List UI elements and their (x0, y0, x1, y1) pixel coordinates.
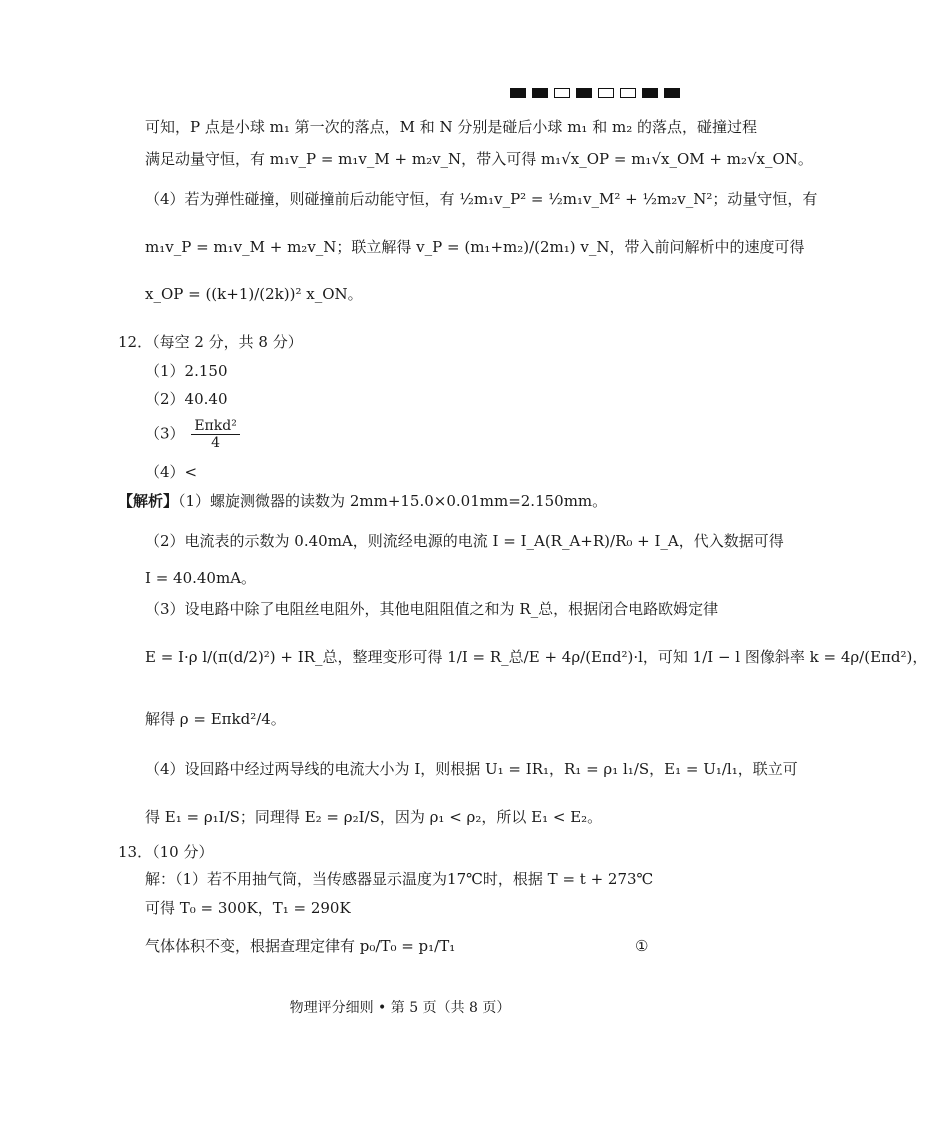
q12-analysis-4b: 得 E₁ = ρ₁I/S；同理得 E₂ = ρ₂I/S，因为 ρ₁ < ρ₂，所以 E₁ < E₂。 (145, 808, 603, 826)
q11-line-5: x_OP = ((k+1)/(2k))² x_ON。 (145, 285, 363, 303)
q12-answer-3-fraction (191, 418, 239, 451)
q13-line-1: 解：（1）若不用抽气筒，当传感器显示温度为17℃时，根据 T = t + 273℃ (145, 870, 654, 888)
mark-filled (576, 88, 592, 98)
q12-analysis-2a: （2）电流表的示数为 0.40mA，则流经电源的电流 I = I_A(R_A+R)/R₀ + I_A，代入数据可得 (145, 532, 784, 550)
q12-analysis-3b: E = I·ρ l/(π(d/2)²) + IR_总，整理变形可得 1/I = R_总/E + 4ρ/(Eπd²)·l，可知 1/I − l 图像斜率 k = 4ρ/(Eπd²)， (145, 648, 927, 666)
q13-line-2: 可得 T₀ = 300K，T₁ = 290K (145, 899, 351, 917)
q12-heading: 12．（每空 2 分，共 8 分） (118, 333, 303, 351)
q12-answer-2: （2）40.40 (145, 390, 228, 408)
mark-filled (510, 88, 526, 98)
mark-empty (620, 88, 636, 98)
q12-answer-3-prefix: （3） (145, 424, 185, 443)
analysis-tag: 【解析】 (118, 492, 179, 510)
q11-line-4: m₁v_P = m₁v_M + m₂v_N；联立解得 v_P = (m₁+m₂)/(2m₁) v_N，带入前问解析中的速度可得 (145, 238, 805, 256)
fraction-denominator: 4 (211, 435, 221, 452)
q12-answer-1: （1）2.150 (145, 362, 228, 380)
q12-answer-4: （4）< (145, 463, 198, 481)
q13-heading: 13．（10 分） (118, 843, 214, 861)
mark-empty (554, 88, 570, 98)
page-footer: 物理评分细则 • 第 5 页（共 8 页） (289, 1000, 511, 1016)
q13-line-3: 气体体积不变，根据查理定律有 p₀/T₀ = p₁/T₁ (145, 937, 456, 955)
q12-analysis-4a: （4）设回路中经过两导线的电流大小为 I，则根据 U₁ = IR₁，R₁ = ρ₁ l₁/S，E₁ = U₁/l₁，联立可 (145, 760, 798, 778)
analysis-text: （1）螺旋测微器的读数为 2mm+15.0×0.01mm=2.150mm。 (178, 492, 608, 510)
header-marks (510, 88, 680, 98)
mark-filled (642, 88, 658, 98)
q11-line-2: 满足动量守恒，有 m₁v_P = m₁v_M + m₂v_N，带入可得 m₁√x_OP = m₁√x_OM + m₂√x_ON。 (145, 150, 813, 168)
q12-analysis-2b: I = 40.40mA。 (145, 569, 257, 587)
q12-analysis-3a: （3）设电路中除了电阻丝电阻外，其他电阻阻值之和为 R_总，根据闭合电路欧姆定律 (145, 600, 719, 618)
q12-analysis-1 (118, 492, 607, 510)
q11-line-1: 可知，P 点是小球 m₁ 第一次的落点，M 和 N 分别是碰后小球 m₁ 和 m₂ 的落点，碰撞过程 (145, 118, 757, 136)
equation-number: ① (635, 937, 649, 955)
q12-analysis-3c: 解得 ρ = Eπkd²/4。 (145, 710, 286, 728)
mark-filled (664, 88, 680, 98)
q11-line-3: （4）若为弹性碰撞，则碰撞前后动能守恒，有 ½m₁v_P² = ½m₁v_M² + ½m₂v_N²；动量守恒，有 (145, 190, 818, 208)
q12-answer-3 (145, 418, 242, 451)
mark-empty (598, 88, 614, 98)
mark-filled (532, 88, 548, 98)
fraction-numerator: Eπkd² (191, 418, 239, 435)
